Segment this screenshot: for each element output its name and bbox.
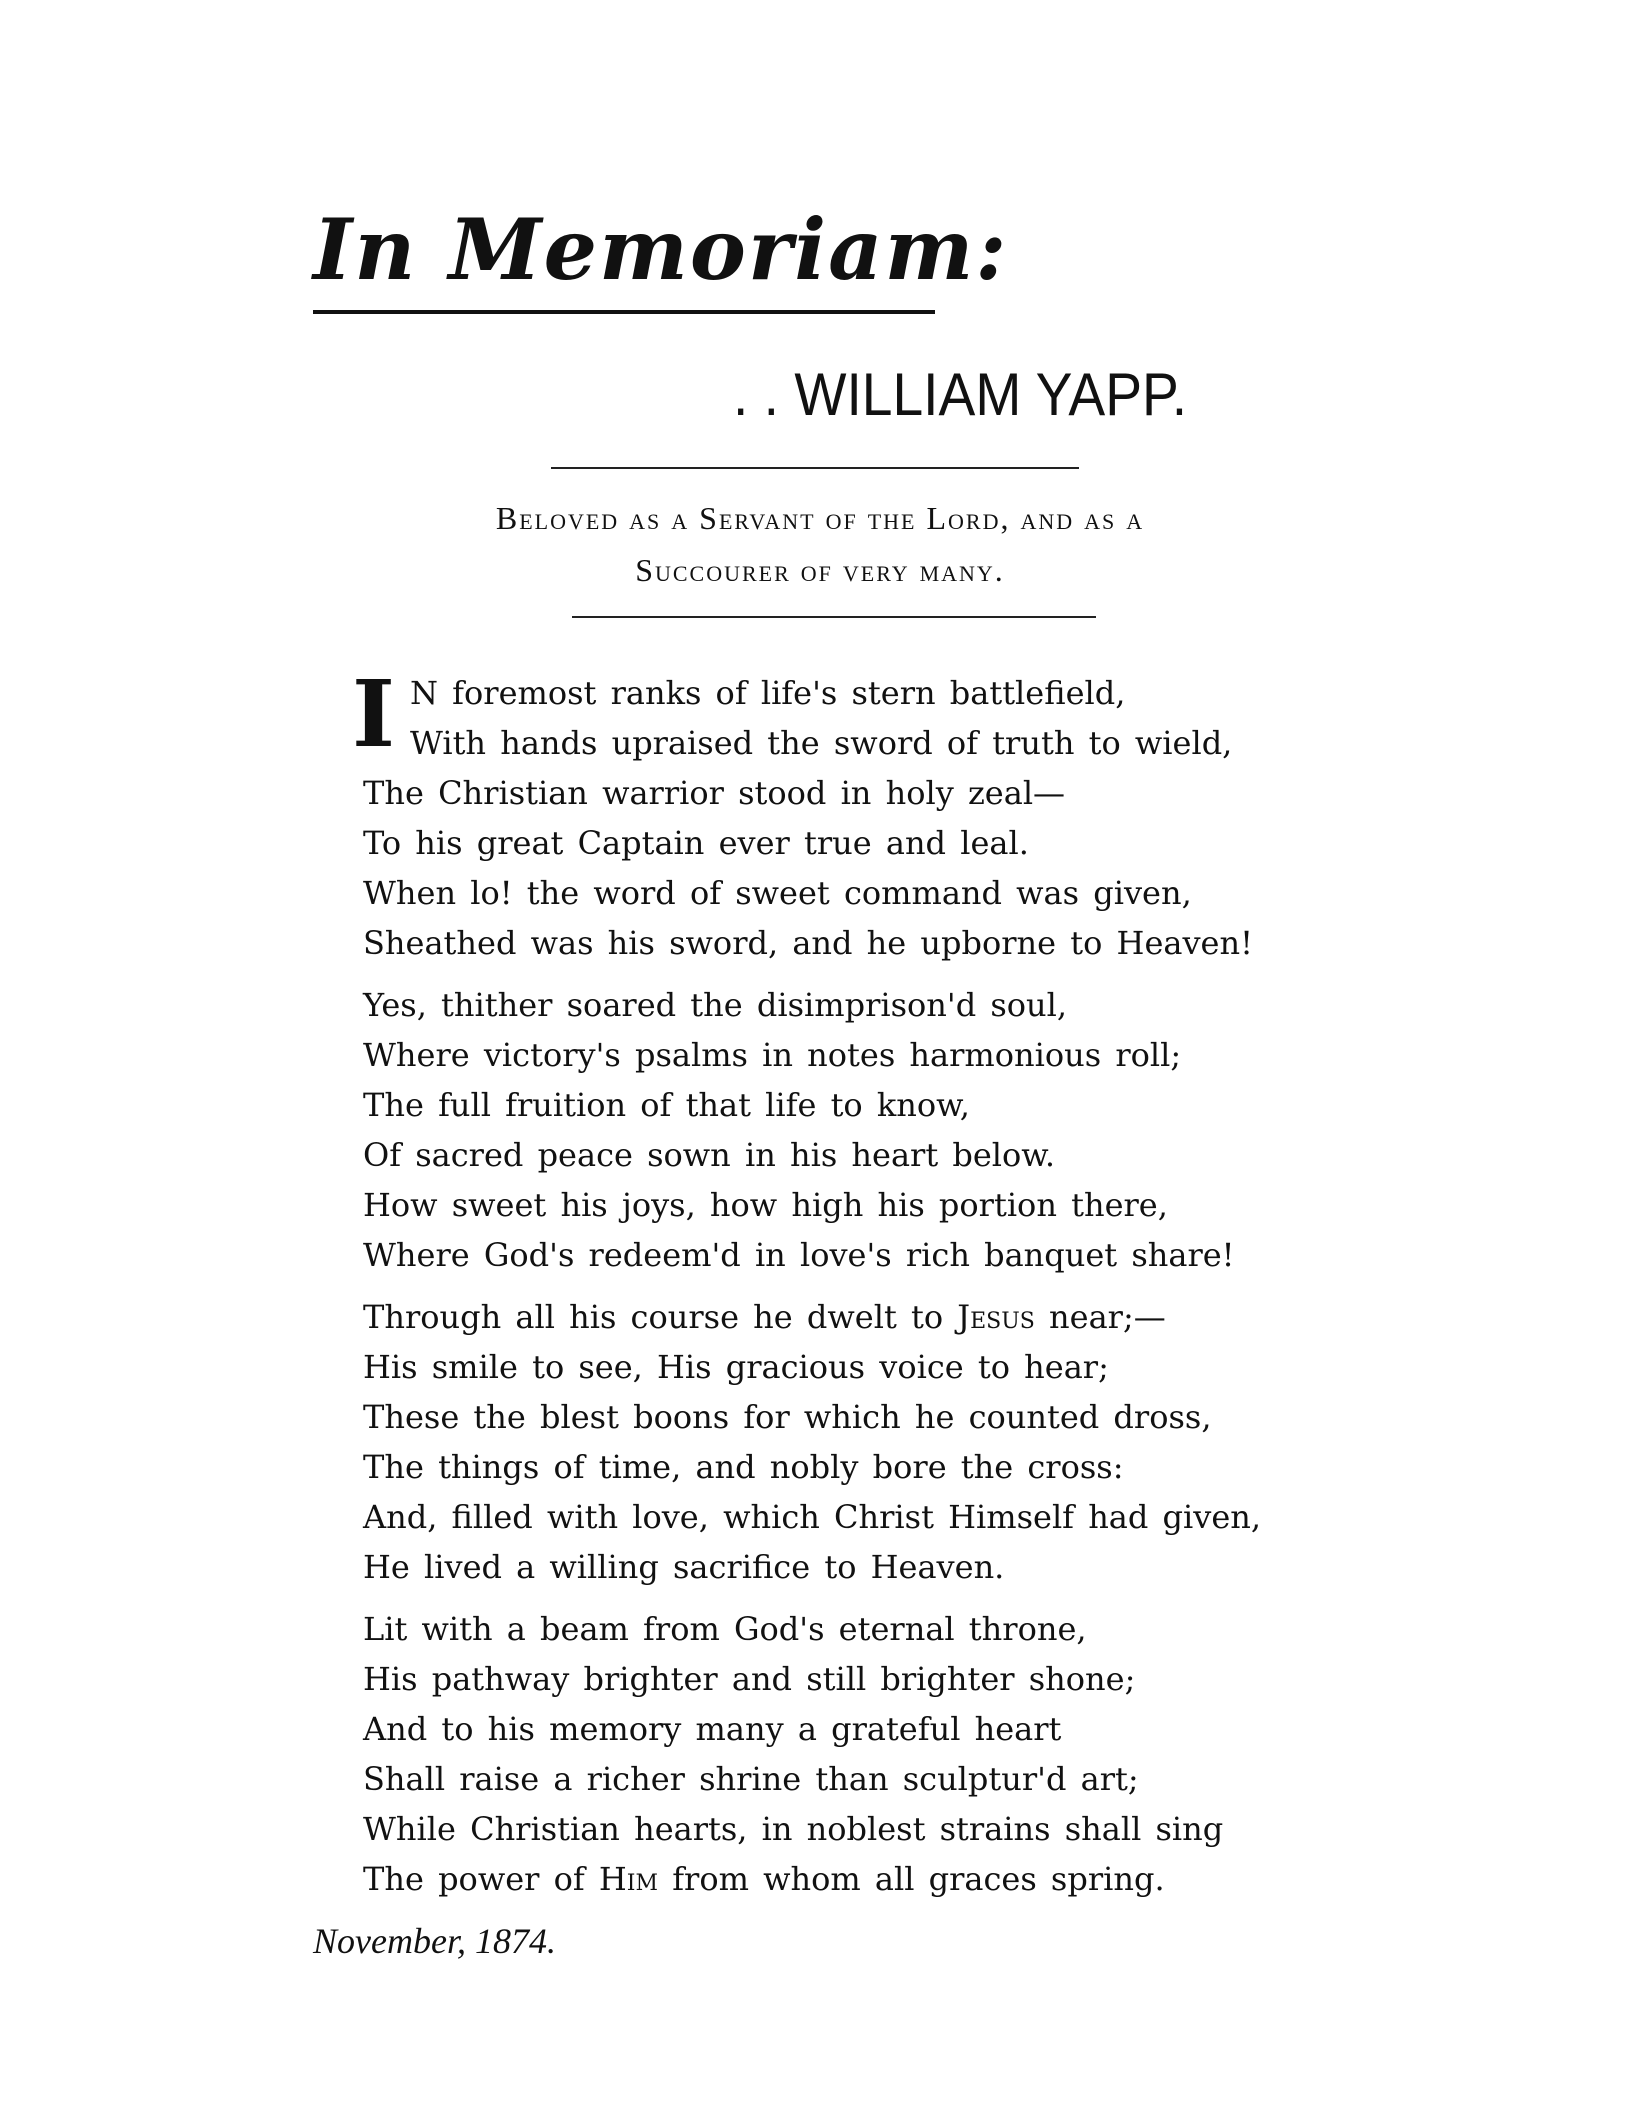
poem-line (363, 1292, 1363, 1342)
poem-line (363, 1230, 1363, 1280)
stanza (363, 1604, 1363, 1904)
poem-line (363, 1492, 1363, 1542)
line-text: He lived a willing sacrifice to Heaven. (363, 1548, 1005, 1586)
poem-line (363, 980, 1363, 1030)
line-text: Through all his course he dwelt to (363, 1298, 958, 1336)
dedicatee-name: . . WILLIAM YAPP. (733, 361, 1188, 428)
stanza (363, 668, 1363, 968)
line-text: And, filled with love, which Christ Himself had given, (363, 1498, 1262, 1536)
line-text: These the blest boons for which he counted dross, (363, 1398, 1212, 1436)
poem-line (363, 1854, 1363, 1904)
line-text: N foremost ranks of life's stern battlefield, (410, 674, 1126, 712)
poem-line (363, 1804, 1363, 1854)
line-text: Jesus (957, 1298, 1035, 1336)
poem-line (363, 1604, 1363, 1654)
line-text: Shall raise a richer shrine than sculptur'd art; (363, 1760, 1139, 1798)
drop-cap: I (352, 660, 396, 768)
line-text: Where victory's psalms in notes harmonious roll; (363, 1036, 1182, 1074)
poem-line (363, 1342, 1363, 1392)
stanza (363, 1292, 1363, 1592)
line-text: Of sacred peace sown in his heart below. (363, 1136, 1056, 1174)
line-text: Lit with a beam from God's eternal throne, (363, 1610, 1087, 1648)
line-text: from whom all graces spring. (658, 1860, 1165, 1898)
line-text: The full fruition of that life to know, (363, 1086, 970, 1124)
line-text: Yes, thither soared the disimprison'd soul, (363, 986, 1068, 1024)
poem-line (363, 1704, 1363, 1754)
line-text: Where God's redeem'd in love's rich banquet share! (363, 1236, 1235, 1274)
poem-line (363, 1180, 1363, 1230)
title-underline (313, 310, 935, 314)
poem-line (363, 1654, 1363, 1704)
poem-line (363, 718, 1363, 768)
line-text: near;— (1034, 1298, 1166, 1336)
divider-top (551, 467, 1079, 469)
line-text: While Christian hearts, in noblest strains shall sing (363, 1810, 1224, 1848)
line-text: And to his memory many a grateful heart (363, 1710, 1062, 1748)
line-text: With hands upraised the sword of truth to wield, (410, 724, 1233, 762)
poem (363, 668, 1363, 1916)
stanza (363, 980, 1363, 1280)
line-text: When lo! the word of sweet command was given, (363, 874, 1192, 912)
poem-line (363, 1030, 1363, 1080)
poem-line (363, 768, 1363, 818)
poem-line (363, 1080, 1363, 1130)
line-text: Sheathed was his sword, and he upborne to Heaven! (363, 924, 1253, 962)
divider-bottom (572, 616, 1096, 618)
subtitle-line-1: Beloved as a Servant of the Lord, and as a (495, 500, 1145, 536)
poem-line (363, 1542, 1363, 1592)
line-text: His smile to see, His gracious voice to hear; (363, 1348, 1109, 1386)
subtitle-line-2: Succourer of very many. (635, 552, 1005, 588)
line-text: The Christian warrior stood in holy zeal— (363, 774, 1066, 812)
poem-line (363, 868, 1363, 918)
poem-line (363, 1392, 1363, 1442)
poem-line (363, 1442, 1363, 1492)
page-title: In Memoriam: (313, 200, 1009, 299)
line-text: The power of (363, 1860, 599, 1898)
poem-line (363, 668, 1363, 718)
poem-line (363, 818, 1363, 868)
date-line: November, 1874. (313, 1921, 556, 1961)
line-text: Him (598, 1860, 659, 1898)
line-text: His pathway brighter and still brighter shone; (363, 1660, 1136, 1698)
line-text: The things of time, and nobly bore the cross: (363, 1448, 1124, 1486)
line-text: How sweet his joys, how high his portion there, (363, 1186, 1168, 1224)
line-text: To his great Captain ever true and leal. (363, 824, 1029, 862)
poem-line (363, 918, 1363, 968)
poem-line (363, 1754, 1363, 1804)
poem-line (363, 1130, 1363, 1180)
